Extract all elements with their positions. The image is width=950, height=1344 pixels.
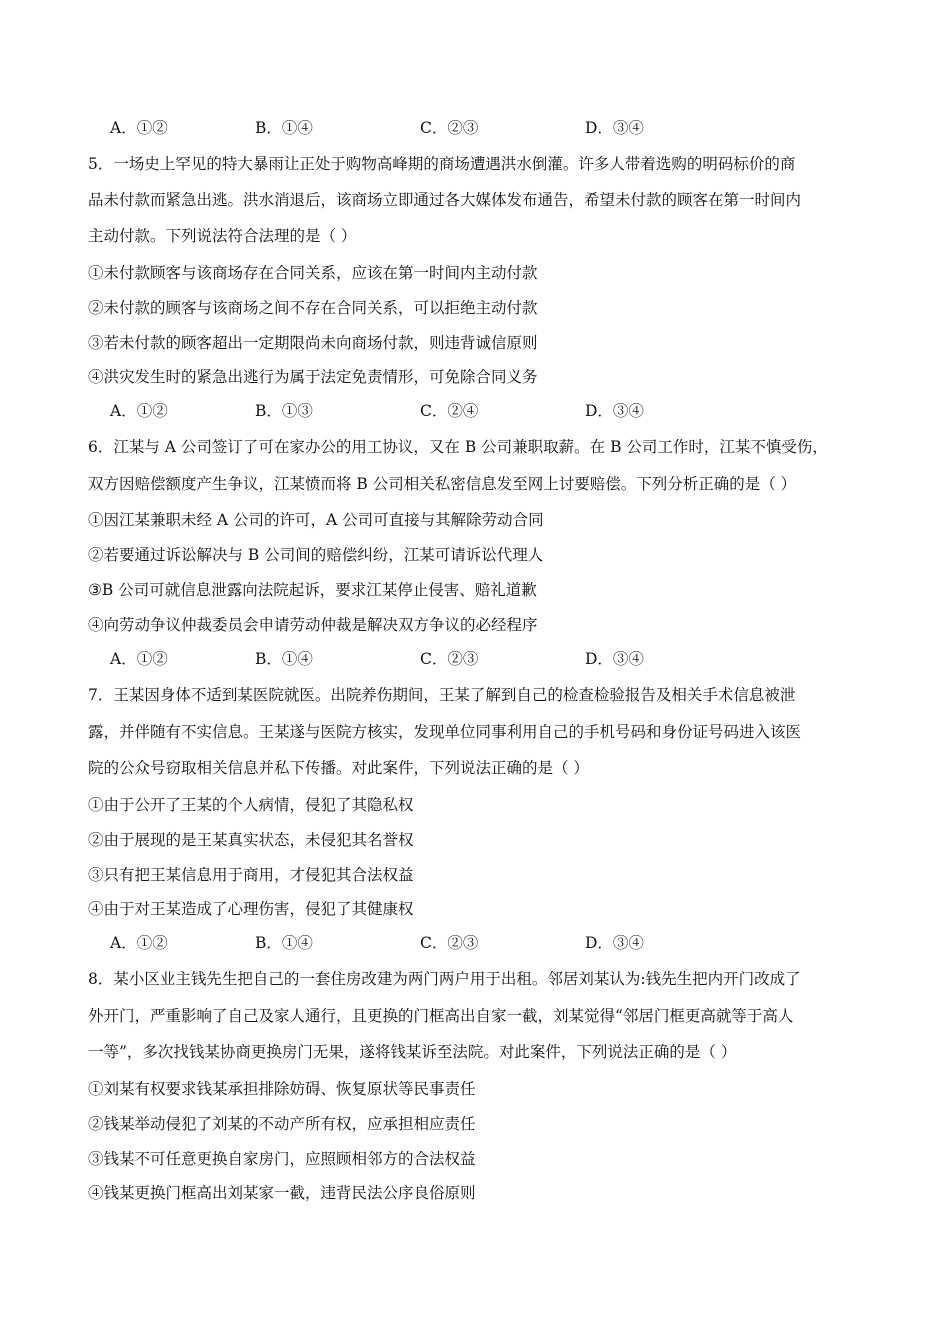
q7-option-d: D．③④ [585, 934, 644, 952]
q5-stem-line-3: 主动付款。下列说法符合法理的是（ ） [88, 227, 357, 245]
q6-stem-line-1: 6．江某与 A 公司签订了可在家办公的用工协议，又在 B 公司兼职取薪。在 B 公司工作时，江某不慎受伤， [88, 438, 828, 456]
q6-option-a: A．①② [110, 650, 168, 668]
q4-option-a: A．①② [110, 119, 168, 137]
q6-item-1: ①因江某兼职未经 A 公司的许可，A 公司可直接与其解除劳动合同 [88, 511, 544, 529]
q4-option-b: B．①④ [255, 119, 313, 137]
q7-option-b: B．①④ [255, 934, 313, 952]
q6-stem-line-2: 双方因赔偿额度产生争议，江某愤而将 B 公司相关私密信息发至网上讨要赔偿。下列分析正确的是（ ） [88, 475, 797, 493]
q6-item-2: ②若要通过诉讼解决与 B 公司间的赔偿纠纷，江某可请诉讼代理人 [88, 546, 544, 564]
q5-item-2: ②未付款的顾客与该商场之间不存在合同关系，可以拒绝主动付款 [88, 299, 538, 317]
q5-options [110, 400, 830, 422]
q8-stem-line-1: 8．某小区业主钱先生把自己的一套住房改建为两门两户用于出租。邻居刘某认为:钱先生把内开门改成了 [88, 970, 801, 988]
q4-options [110, 117, 830, 139]
q7-item-2: ②由于展现的是王某真实状态，未侵犯其名誉权 [88, 831, 414, 849]
q6-options [110, 648, 830, 670]
q6-option-b: B．①④ [255, 650, 313, 668]
q5-option-d: D．③④ [585, 402, 644, 420]
q5-item-1: ①未付款顾客与该商场存在合同关系，应该在第一时间内主动付款 [88, 264, 538, 282]
q4-option-c: C．②③ [420, 119, 479, 137]
q8-item-4: ④钱某更换门框高出刘某家一截，违背民法公序良俗原则 [88, 1184, 476, 1202]
q8-item-2: ②钱某举动侵犯了刘某的不动产所有权，应承担相应责任 [88, 1115, 476, 1133]
q4-option-d: D．③④ [585, 119, 644, 137]
q6-option-d: D．③④ [585, 650, 644, 668]
q7-options [110, 932, 830, 954]
q6-option-c: C．②③ [420, 650, 479, 668]
q8-stem-line-2: 外开门，严重影响了自己及家人通行，且更换的门框高出自家一截，刘某觉得“邻居门框更高就等于高人 [88, 1007, 794, 1025]
q7-stem-line-2: 露，并伴随有不实信息。王某遂与医院方核实，发现单位同事利用自己的手机号码和身份证号码进入该医 [88, 723, 802, 741]
q7-item-4: ④由于对王某造成了心理伤害，侵犯了其健康权 [88, 900, 414, 918]
q7-item-1: ①由于公开了王某的个人病情，侵犯了其隐私权 [88, 796, 414, 814]
q6-item-4: ④向劳动争议仲裁委员会申请劳动仲裁是解决双方争议的必经程序 [88, 616, 538, 634]
q7-option-a: A．①② [110, 934, 168, 952]
q7-option-c: C．②③ [420, 934, 479, 952]
q5-item-3: ③若未付款的顾客超出一定期限尚未向商场付款，则违背诚信原则 [88, 334, 538, 352]
q8-item-1: ①刘某有权要求钱某承担排除妨碍、恢复原状等民事责任 [88, 1080, 476, 1098]
q5-stem-line-2: 品未付款而紧急出逃。洪水消退后，该商场立即通过各大媒体发布通告，希望未付款的顾客在第一时间内 [88, 191, 802, 209]
q5-stem-line-1: 5．一场史上罕见的特大暴雨让正处于购物高峰期的商场遭遇洪水倒灌。许多人带着选购的明码标价的商 [88, 155, 796, 173]
q8-item-3: ③钱某不可任意更换自家房门，应照顾相邻方的合法权益 [88, 1150, 476, 1168]
q8-stem-line-3: 一等”，多次找钱某协商更换房门无果，遂将钱某诉至法院。对此案件，下列说法正确的是（ ） [88, 1043, 737, 1061]
q5-option-b: B．①③ [255, 402, 313, 420]
q5-option-c: C．②④ [420, 402, 479, 420]
q5-item-4: ④洪灾发生时的紧急出逃行为属于法定免责情形，可免除合同义务 [88, 368, 538, 386]
q7-stem-line-3: 院的公众号窃取相关信息并私下传播。对此案件，下列说法正确的是（ ） [88, 759, 589, 777]
q7-stem-line-1: 7．王某因身体不适到某医院就医。出院养伤期间，王某了解到自己的检查检验报告及相关手术信息被泄 [88, 686, 796, 704]
q7-item-3: ③只有把王某信息用于商用，才侵犯其合法权益 [88, 866, 414, 884]
q6-item-3: ③B 公司可就信息泄露向法院起诉，要求江某停止侵害、赔礼道歉 [88, 581, 537, 599]
q5-option-a: A．①② [110, 402, 168, 420]
